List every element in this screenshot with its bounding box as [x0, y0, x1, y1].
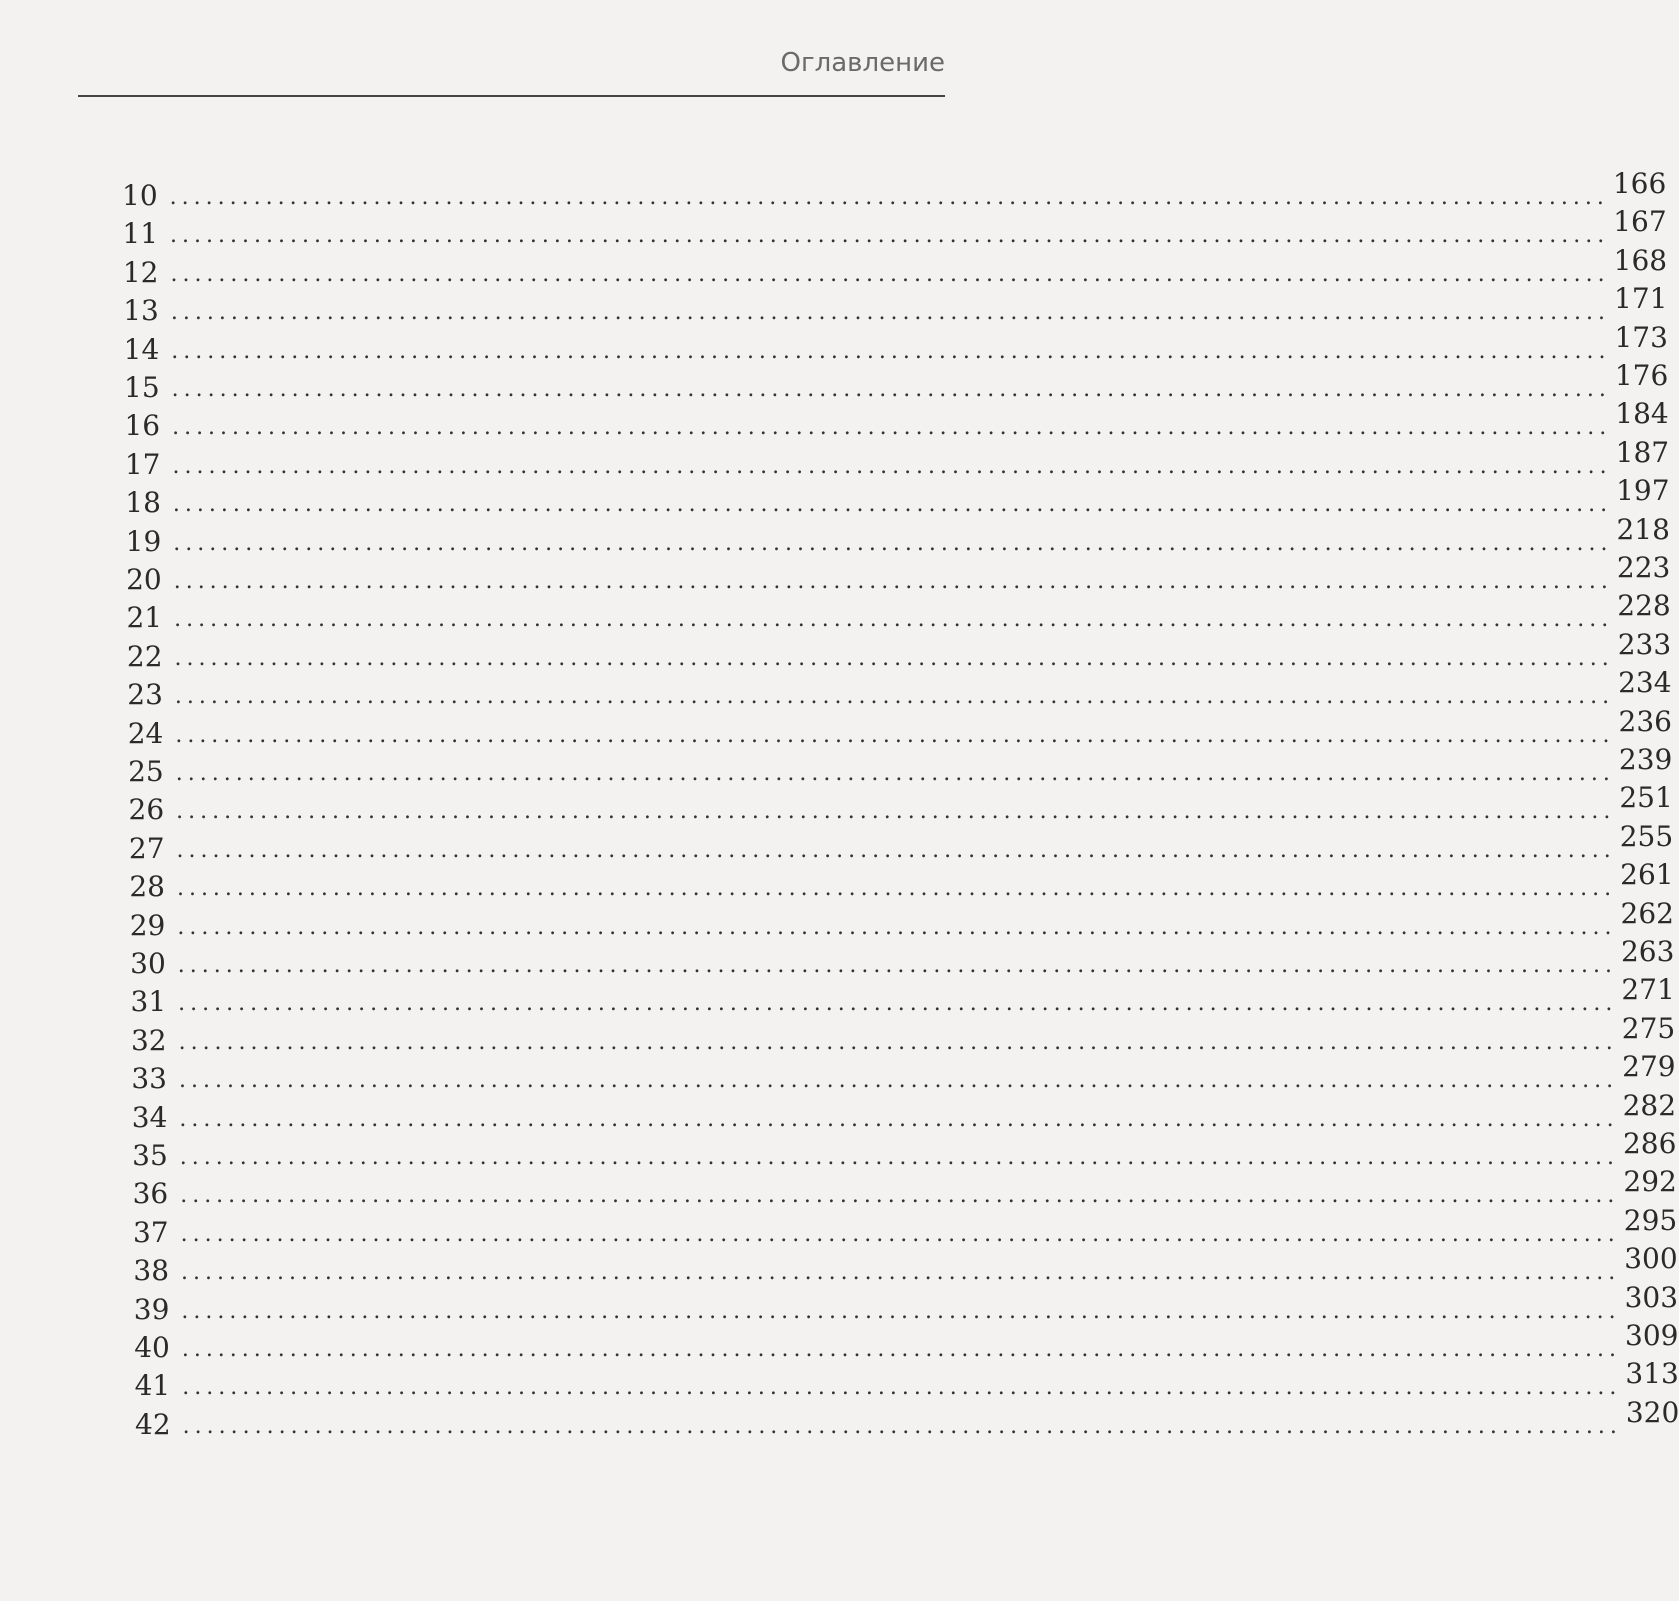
- toc-dot-leader: ........................................................................................................................: [182, 1375, 1622, 1401]
- toc-entry: [134, 1319, 1679, 1364]
- toc-entry-page: 166: [1612, 167, 1667, 200]
- toc-entry-page: 300: [1624, 1242, 1678, 1276]
- toc-entry-page: 295: [1623, 1203, 1678, 1237]
- toc-entry-page: 261: [1620, 858, 1674, 892]
- toc-entry-number: 23: [127, 678, 163, 712]
- toc-dot-leader: ........................................................................................................................: [181, 1260, 1621, 1286]
- toc-dot-leader: ........................................................................................................................: [181, 1337, 1622, 1362]
- toc-dot-leader: ........................................................................................................................: [178, 1029, 1618, 1055]
- toc-entry-page: 239: [1618, 743, 1673, 776]
- toc-entry: [125, 474, 1670, 520]
- toc-entry-page: 320: [1625, 1395, 1679, 1429]
- toc-entry-number: 11: [122, 217, 159, 251]
- toc-dot-leader: ........................................................................................................................: [181, 1298, 1621, 1324]
- toc-dot-leader: ........................................................................................................................: [180, 1183, 1620, 1209]
- toc-entry: [127, 666, 1672, 712]
- toc-dot-leader: ........................................................................................................................: [174, 607, 1614, 633]
- toc-entry-page: 234: [1618, 666, 1672, 700]
- toc-entry-number: 22: [126, 639, 163, 673]
- toc-dot-leader: ........................................................................................................................: [177, 953, 1617, 978]
- toc-dot-leader: ........................................................................................................................: [173, 569, 1613, 594]
- toc-entry-number: 28: [129, 870, 165, 904]
- toc-entry-number: 10: [122, 179, 158, 212]
- toc-dot-leader: ........................................................................................................................: [176, 876, 1617, 902]
- toc-entry-number: 39: [133, 1292, 170, 1326]
- toc-entry-number: 16: [124, 409, 161, 443]
- toc-entry-number: 42: [135, 1407, 171, 1441]
- toc-dot-leader: ........................................................................................................................: [176, 837, 1616, 863]
- toc-entry-number: 15: [124, 371, 160, 404]
- toc-dot-leader: ........................................................................................................................: [175, 722, 1615, 748]
- toc-entry-number: 13: [123, 294, 159, 328]
- toc-entry: [133, 1242, 1678, 1288]
- toc-dot-leader: ........................................................................................................................: [171, 377, 1611, 402]
- toc-dot-leader: ........................................................................................................................: [173, 530, 1613, 556]
- toc-entry-number: 29: [129, 908, 166, 942]
- toc-dot-leader: ........................................................................................................................: [174, 684, 1615, 710]
- toc-entry: [128, 819, 1674, 865]
- toc-entry-page: 233: [1617, 627, 1672, 661]
- toc-entry-number: 14: [123, 332, 160, 366]
- toc-entry-number: 41: [134, 1369, 171, 1403]
- toc-entry-page: 271: [1621, 973, 1675, 1007]
- toc-dot-leader: ........................................................................................................................: [176, 799, 1616, 825]
- toc-dot-leader: ........................................................................................................................: [170, 261, 1610, 287]
- toc-entry: [127, 704, 1672, 750]
- toc-entry: [132, 1165, 1677, 1211]
- header-rule: [78, 95, 945, 97]
- toc-entry-number: 38: [133, 1254, 170, 1288]
- toc-entry-number: 37: [132, 1215, 169, 1249]
- toc-entry-page: 251: [1619, 781, 1673, 815]
- toc-dot-leader: ........................................................................................................................: [180, 1221, 1620, 1247]
- toc-dot-leader: ........................................................................................................................: [178, 991, 1618, 1017]
- toc-dot-leader: ........................................................................................................................: [179, 1106, 1619, 1132]
- toc-entry-page: 255: [1619, 819, 1674, 853]
- toc-entry-page: 282: [1622, 1088, 1677, 1122]
- toc-entry-page: 275: [1621, 1011, 1676, 1045]
- toc-dot-leader: ........................................................................................................................: [172, 453, 1612, 479]
- running-head: Оглавление: [780, 48, 945, 78]
- toc-entry-page: 313: [1625, 1357, 1679, 1391]
- toc-entry: [130, 973, 1675, 1019]
- toc-entry-number: 33: [131, 1062, 167, 1096]
- toc-entry: [134, 1357, 1679, 1403]
- toc-entry: [124, 435, 1670, 481]
- toc-entry-number: 26: [128, 793, 165, 827]
- toc-entry: [128, 743, 1673, 788]
- toc-entry: [126, 627, 1672, 673]
- toc-entry-number: 19: [125, 524, 162, 558]
- toc-entry: [130, 1011, 1676, 1057]
- toc-dot-leader: ........................................................................................................................: [171, 338, 1611, 364]
- toc-entry-page: 292: [1623, 1165, 1677, 1199]
- toc-dot-leader: ........................................................................................................................: [170, 300, 1611, 326]
- toc-dot-leader: ........................................................................................................................: [169, 185, 1609, 210]
- toc-entry: [133, 1280, 1679, 1326]
- toc-entry-page: 184: [1615, 397, 1669, 431]
- toc-dot-leader: ........................................................................................................................: [172, 492, 1613, 518]
- toc-entry-page: 173: [1614, 320, 1668, 354]
- toc-dot-leader: ........................................................................................................................: [178, 1068, 1619, 1094]
- toc-entry: [129, 858, 1674, 904]
- toc-entry-number: 32: [130, 1023, 167, 1057]
- toc-entry-page: 187: [1615, 435, 1670, 469]
- toc-entry: [124, 397, 1669, 443]
- toc-entry-page: 218: [1616, 512, 1670, 546]
- toc-dot-leader: ........................................................................................................................: [177, 914, 1617, 940]
- toc-dot-leader: ........................................................................................................................: [170, 223, 1610, 249]
- toc-entry-page: 171: [1614, 282, 1668, 316]
- toc-entry-page: 176: [1614, 359, 1669, 392]
- toc-entry-page: 309: [1625, 1319, 1679, 1352]
- toc-entry: [122, 167, 1667, 212]
- toc-entry-page: 236: [1618, 704, 1672, 738]
- toc-entry-number: 25: [128, 755, 164, 788]
- toc-entry: [123, 320, 1668, 366]
- toc-entry-number: 35: [132, 1139, 168, 1172]
- toc-entry: [135, 1395, 1679, 1441]
- toc-entry: [122, 243, 1668, 289]
- toc-entry: [128, 781, 1673, 827]
- toc-entry-page: 303: [1624, 1280, 1679, 1314]
- toc-entry: [131, 1050, 1676, 1096]
- toc-entry: [123, 282, 1668, 328]
- toc-entry-page: 262: [1620, 896, 1674, 930]
- toc-entry: [129, 896, 1674, 942]
- toc-entry-number: 30: [130, 947, 166, 980]
- toc-entry: [122, 205, 1667, 251]
- toc-entry-page: 279: [1622, 1050, 1676, 1084]
- toc-dot-leader: ........................................................................................................................: [172, 415, 1612, 441]
- toc-entry: [130, 935, 1675, 980]
- toc-entry-number: 18: [125, 486, 161, 520]
- toc-entry: [125, 512, 1670, 558]
- toc-entry-number: 12: [122, 255, 159, 289]
- toc-entry-page: 168: [1613, 243, 1668, 277]
- toc-entry-page: 286: [1622, 1127, 1677, 1160]
- toc-entry-number: 24: [127, 716, 164, 750]
- toc-entry: [126, 551, 1671, 596]
- toc-dot-leader: ........................................................................................................................: [179, 1145, 1619, 1170]
- toc-entry-page: 228: [1617, 589, 1671, 623]
- toc-entry: [132, 1127, 1677, 1172]
- toc-dot-leader: ........................................................................................................................: [182, 1413, 1622, 1439]
- toc-entry-number: 20: [126, 563, 162, 596]
- toc-entry-page: 223: [1616, 551, 1671, 584]
- toc-entry: [132, 1203, 1678, 1249]
- toc-entry-page: 263: [1620, 935, 1675, 968]
- toc-entry-number: 21: [126, 601, 163, 635]
- toc-entry: [124, 359, 1669, 404]
- toc-entry-number: 31: [130, 985, 167, 1019]
- toc-entry-number: 34: [131, 1100, 168, 1134]
- toc-entry-page: 197: [1616, 474, 1670, 508]
- toc-entry-number: 27: [128, 831, 165, 865]
- toc-dot-leader: ........................................................................................................................: [175, 761, 1615, 786]
- toc-dot-leader: ........................................................................................................................: [174, 645, 1614, 671]
- toc-entry-number: 17: [124, 447, 161, 481]
- toc-entry: [131, 1088, 1677, 1134]
- toc-entry-page: 167: [1613, 205, 1667, 239]
- toc-entry-number: 40: [134, 1331, 170, 1364]
- toc-entry: [126, 589, 1671, 635]
- toc-entry-number: 36: [132, 1177, 169, 1211]
